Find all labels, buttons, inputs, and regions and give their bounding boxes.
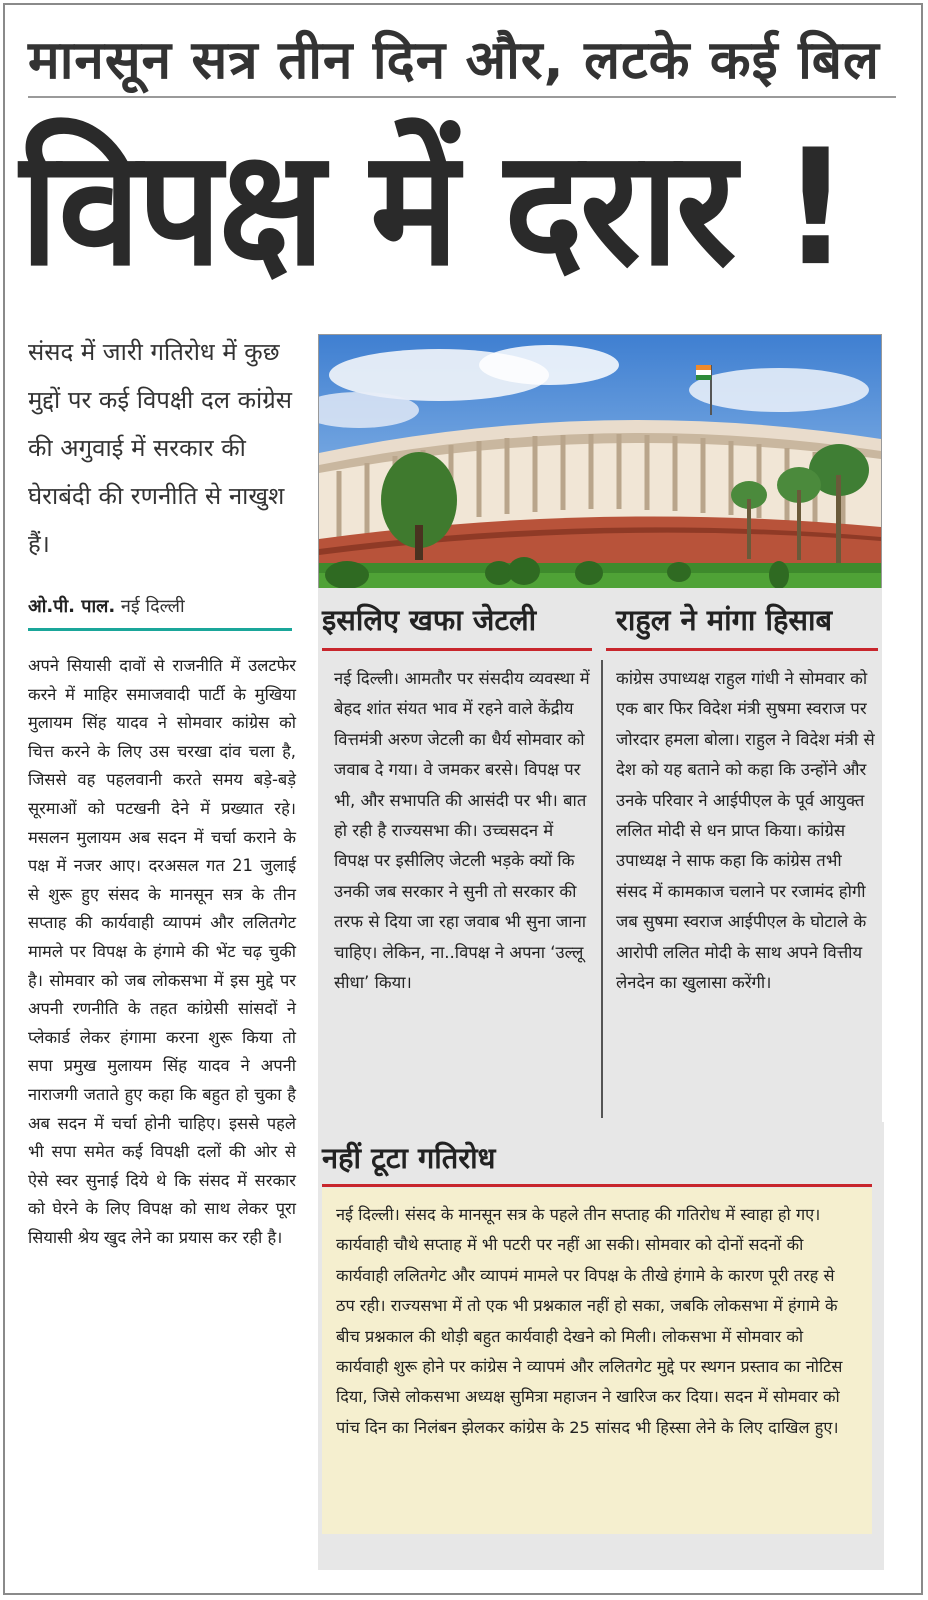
main-headline: विपक्ष में दरार ! bbox=[20, 115, 847, 301]
parliament-photo bbox=[318, 334, 882, 590]
parliament-building-image bbox=[319, 335, 881, 589]
sidebar-left-text: नई दिल्ली। आमतौर पर संसदीय व्यवस्था में बेहद शांत संयत भाव में रहने वाले केंद्रीय वित्तमंत्री अरुण जेटली का धैर्य सोमवार को जवाब दे गया। वे जमकर बरसे। विपक्ष पर भी, और सभापति की आसंदी पर भी। बात हो रही है राज्यसभा की। उच्चसदन में विपक्ष पर इसीलिए जेटली भड़के क्यों कि उनकी जब सरकार ने सुनी तो सरकार की तरफ से दिया जा रहा जवाब भी सुना जाना चाहिए। लेकिन, ना..विपक्ष ने अपना ‘उल्लू सीधा’ किया। bbox=[334, 669, 590, 993]
main-story-text: अपने सियासी दावों से राजनीति में उलटफेर करने में माहिर समाजवादी पार्टी के मुखिया मुलायम सिंह यादव ने सोमवार कांग्रेस को चित्त करने के लिए उस चरखा दांव चला है, जिससे वह पहलवानी करते समय बड़े-बड़े सूरमाओं को पटखनी देने में प्रख्यात रहे। मसलन मुलायम अब सदन में चर्चा कराने के पक्ष में नजर आए। दरअसल गत 21 जुलाई से शुरू हुए संसद के मानसून सत्र के तीन सप्ताह की कार्यवाही व्यापमं और ललितगेट मामले पर विपक्ष के हंगामे की भेंट चढ़ चुकी है। सोमवार को जब लोकसभा में इस मुद्दे पर अपनी रणनीति के तहत कांग्रेसी सांसदों ने प्लेकार्ड लेकर हंगामा करना शुरू किया तो सपा प्रमुख मुलायम सिंह यादव ने अपनी नाराजगी जताते हुए कहा कि बहुत हो चुका है अब सदन में चर्चा होनी चाहिए। इससे पहले भी सपा समेत कई विपक्षी दलों की ओर से ऐसे स्वर सुनाई दिये थे कि संसद में सरकार को घेरने के लिए विपक्ष को साथ लेकर पूरा सियासी श्रेय खुद लेने का प्रयास कर रही है। bbox=[28, 656, 296, 1247]
kicker-divider bbox=[28, 96, 896, 98]
byline-author: ओ.पी. पाल. bbox=[28, 596, 116, 617]
byline bbox=[28, 594, 298, 618]
bottom-box-heading: नहीं टूटा गतिरोध bbox=[322, 1141, 496, 1175]
bottom-box-rule bbox=[322, 1184, 872, 1187]
bottom-box-text: नई दिल्ली। संसद के मानसून सत्र के पहले तीन सप्ताह की गतिरोध में स्वाहा हो गए। कार्यवाही चौथे सप्ताह में भी पटरी पर नहीं आ सकी। सोमवार को दोनों सदनों की कार्यवाही ललितगेट और व्यापमं मामले पर विपक्ष के तीखे हंगामे के कारण पूरी तरह से ठप रही। राज्यसभा में तो एक भी प्रश्नकाल नहीं हो सका, जबकि लोकसभा में हंगामे के बीच प्रश्नकाल की थोड़ी बहुत कार्यवाही देखने को मिली। लोकसभा में सोमवार को कार्यवाही शुरू होने पर कांग्रेस ने व्यापमं और ललितगेट मुद्दे पर स्थगन प्रस्ताव का नोटिस दिया, जिसे लोकसभा अध्यक्ष सुमित्रा महाजन ने खारिज कर दिया। सदन में सोमवार को पांच दिन का निलंबन झेलकर कांग्रेस के 25 सांसद भी हिस्सा लेने के लिए दाखिल हुए। bbox=[336, 1205, 843, 1437]
sidebar-left-heading: इसलिए खफा जेटली bbox=[322, 603, 537, 637]
byline-divider bbox=[28, 628, 292, 631]
sidebar-right-rule bbox=[606, 648, 878, 651]
kicker-headline: मानसून सत्र तीन दिन और, लटके कई बिल bbox=[28, 30, 880, 91]
story-deck: संसद में जारी गतिरोध में कुछ मुद्दों पर कई विपक्षी दल कांग्रेस की अगुवाई में सरकार की घेराबंदी की रणनीति से नाखुश हैं। bbox=[28, 338, 293, 558]
column-divider bbox=[601, 660, 603, 1118]
bottom-box bbox=[322, 1188, 872, 1534]
sidebar-right-heading: राहुल ने मांगा हिसाब bbox=[616, 603, 833, 637]
byline-place: नई दिल्ली bbox=[120, 596, 185, 617]
sidebar-right-text: कांग्रेस उपाध्यक्ष राहुल गांधी ने सोमवार को एक बार फिर विदेश मंत्री सुषमा स्वराज पर जोरदार हमला बोला। राहुल ने विदेश मंत्री से देश को यह बताने को कहा कि उन्होंने और उनके परिवार ने आईपीएल के पूर्व आयुक्त ललित मोदी से धन प्राप्त किया। कांग्रेस उपाध्यक्ष ने साफ कहा कि कांग्रेस तभी संसद में कामकाज चलाने पर रजामंद होगी जब सुषमा स्वराज आईपीएल के घोटाले के आरोपी ललित मोदी के साथ अपने वित्तीय लेनदेन का खुलासा करेंगी। bbox=[616, 669, 875, 993]
sidebar-left-rule bbox=[322, 648, 592, 651]
